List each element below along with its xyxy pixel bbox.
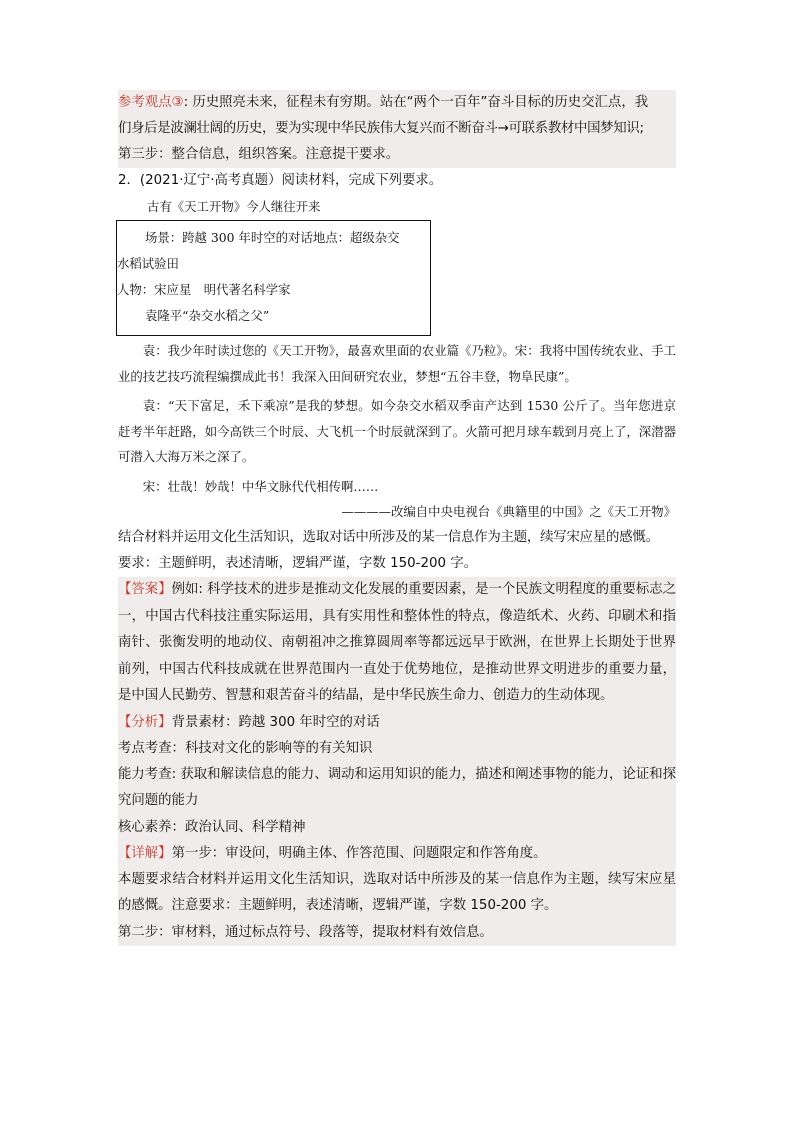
reference-label: 参考观点③ xyxy=(118,95,184,110)
reference-view-block xyxy=(118,90,676,168)
document-page xyxy=(118,90,676,946)
reference-line-1: 参考观点③: 历史照亮未来，征程未有穷期。站在“两个一百年”奋斗目标的历史交汇点，我 xyxy=(118,95,649,110)
detail-label: 【详解】 xyxy=(118,845,172,861)
analysis-kaodian: 考点考查：科技对文化的影响等的有关知识 xyxy=(118,740,373,756)
analysis-label: 【分析】 xyxy=(118,714,172,730)
answer-label: 【答案】 xyxy=(118,582,172,597)
analysis-background: 【分析】背景素材：跨越 300 年时空的对话 xyxy=(118,714,380,730)
scene-line-1: 场景：跨越 300 年时空的对话地点：超级杂交 xyxy=(145,230,400,245)
material-title: 古有《天工开物》今人继往开来 xyxy=(147,199,321,214)
scene-line-2: 水稻试验田 xyxy=(117,256,179,271)
material-source: ————改编自中央电视台《典籍里的中国》之《天工开物》 xyxy=(341,504,676,519)
detail-step1: 【详解】第一步：审设问，明确主体、作答范围、问题限定和作答角度。 xyxy=(118,845,547,861)
detail-step2: 第二步：审材料，通过标点符号、段落等，提取材料有效信息。 xyxy=(118,924,493,940)
scene-line-3: 人物：宋应星 明代著名科学家 xyxy=(117,282,291,297)
dialogue-paragraph-1: 袁：我少年时读过您的《天工开物》，最喜欢里面的农业篇《乃粒》。宋：我将中国传统农业、手工业的技艺技巧流程编撰成此书！我深入田间研究农业，梦想“五谷丰登，物阜民康”。 xyxy=(118,343,676,384)
answer-block xyxy=(118,577,676,946)
analysis-nengli: 能力考查: 获取和解读信息的能力、调动和运用知识的能力，描述和阐述事物的能力，论证和探究问题的能力 xyxy=(118,766,676,808)
dialogue-paragraph-3: 宋：壮哉！妙哉！中华文脉代代相传啊…… xyxy=(142,478,379,494)
step3-line: 第三步：整合信息，组织答案。注意提干要求。 xyxy=(118,147,400,162)
analysis-suyang: 核心素养：政治认同、科学精神 xyxy=(118,819,306,835)
reference-line-2: 们身后是波澜壮阔的历史，要为实现中华民族伟大复兴而不断奋斗→可联系教材中国梦知识; xyxy=(118,121,644,136)
detail-step1-text: 本题要求结合材料并运用文化生活知识，选取对话中所涉及的某一信息作为主题，续写宋应星的感慨。注意要求：主题鲜明，表述清晰，逻辑严谨，字数 150-200 字。 xyxy=(118,871,676,913)
answer-text: 【答案】例如: 科学技术的进步是推动文化发展的重要因素，是一个民族文明程度的重要标志之一，中国古代科技注重实际运用，具有实用性和整体性的特点，像造纸术、火药、印刷术和指南针、张衡发明的地动仪、南朝祖冲之推算圆周率等都远远早于欧洲，在世界上长期处于世界前列，中国古代科技成就在世界范围内一直处于优势地位，是推动世界文明进步的重要力量，是中国人民勤劳、智慧和艰苦奋斗的结晶，是中华民族生命力、创造力的生动体现。 xyxy=(118,582,677,703)
requirement-line-1: 结合材料并运用文化生活知识，选取对话中所涉及的某一信息作为主题，续写宋应星的感慨。 xyxy=(118,530,659,545)
scene-box xyxy=(116,220,431,336)
dialogue-paragraph-2: 袁：“天下富足，禾下乘凉”是我的梦想。如今杂交水稻双季亩产达到 1530 公斤了。当年您进京赶考半年赶路，如今高铁三个时辰、大飞机一个时辰就深到了。火箭可把月球车载到月亮上了，深潜器可潜入大海万米之深了。 xyxy=(118,398,676,464)
scene-line-4: 袁隆平“杂交水稻之父” xyxy=(145,308,270,323)
requirement-line-2: 要求：主题鲜明，表述清晰，逻辑严谨，字数 150-200 字。 xyxy=(118,556,478,571)
question-stem: 2．(2021·辽宁·高考真题）阅读材料，完成下列要求。 xyxy=(118,173,443,188)
